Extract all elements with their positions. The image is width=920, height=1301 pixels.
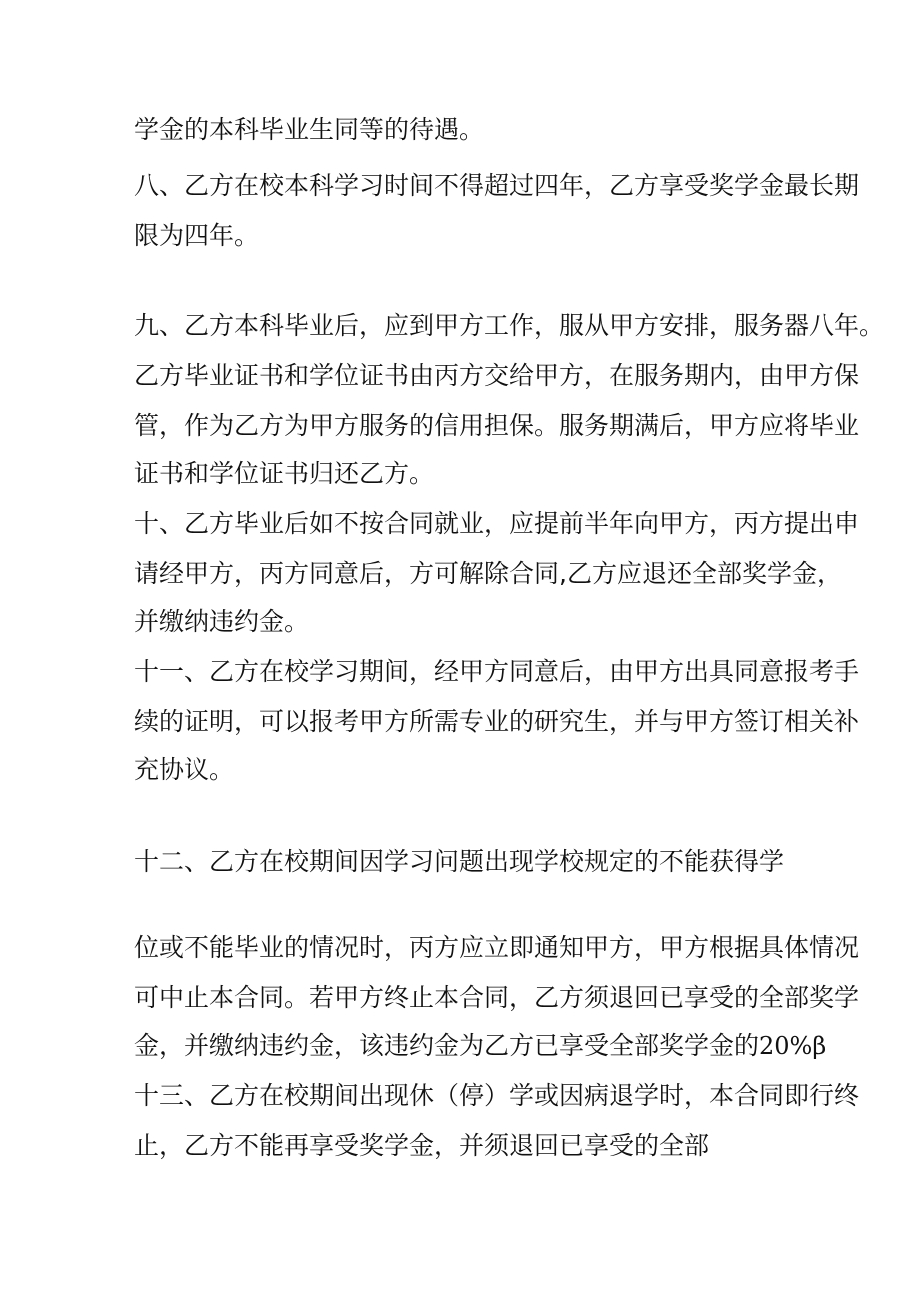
- clause-9-line-4: 证书和学位证书归还乙方。: [134, 459, 435, 488]
- clause-8-line-2: 限为四年。: [134, 221, 260, 250]
- clause-9-line-2: 乙方毕业证书和学位证书由丙方交给甲方，在服务期内，由甲方保: [134, 361, 860, 390]
- text-line-1: 学金的本科毕业生同等的待遇。: [134, 115, 485, 144]
- clause-12-line-2: 位或不能毕业的情况时，丙方应立即通知甲方，甲方根据具体情况: [134, 933, 860, 962]
- clause-11-line-3: 充协议。: [134, 755, 235, 784]
- clause-11-line-2: 续的证明，可以报考甲方所需专业的研究生，并与甲方签订相关补: [134, 707, 860, 736]
- clause-13-line-2: 止，乙方不能再享受奖学金，并须退回已享受的全部: [134, 1131, 710, 1160]
- clause-11-line-1: 十一、乙方在校学习期间，经甲方同意后，由甲方出具同意报考手: [134, 657, 860, 686]
- clause-13-line-1: 十三、乙方在校期间出现休（停）学或因病退学时，本合同即行终: [134, 1081, 860, 1110]
- clause-12-line-4: [134, 1030, 826, 1062]
- clause-12-line-4-text: 金，并缴纳违约金，该违约金为乙方已享受全部奖学金的: [134, 1031, 760, 1060]
- clause-10-line-1: 十、乙方毕业后如不按合同就业，应提前半年向甲方，丙方提出申: [134, 509, 860, 538]
- clause-9-line-1: 九、乙方本科毕业后，应到甲方工作，服从甲方安排，服务器八年。: [134, 311, 885, 340]
- clause-8-line-1: 八、乙方在校本科学习时间不得超过四年，乙方享受奖学金最长期: [134, 171, 860, 200]
- clause-10-line-2: 请经甲方，丙方同意后，方可解除合同,乙方应退还全部奖学金，: [134, 559, 842, 588]
- clause-12-line-3: 可中止本合同。若甲方终止本合同，乙方须退回已享受的全部奖学: [134, 983, 860, 1012]
- clause-10-line-3: 并缴纳违约金。: [134, 607, 310, 636]
- clause-12-line-1: 十二、乙方在校期间因学习问题出现学校规定的不能获得学: [134, 847, 785, 876]
- clause-12-line-4-tail: 20%β: [759, 1032, 827, 1060]
- clause-9-line-3: 管，作为乙方为甲方服务的信用担保。服务期满后，甲方应将毕业: [134, 411, 860, 440]
